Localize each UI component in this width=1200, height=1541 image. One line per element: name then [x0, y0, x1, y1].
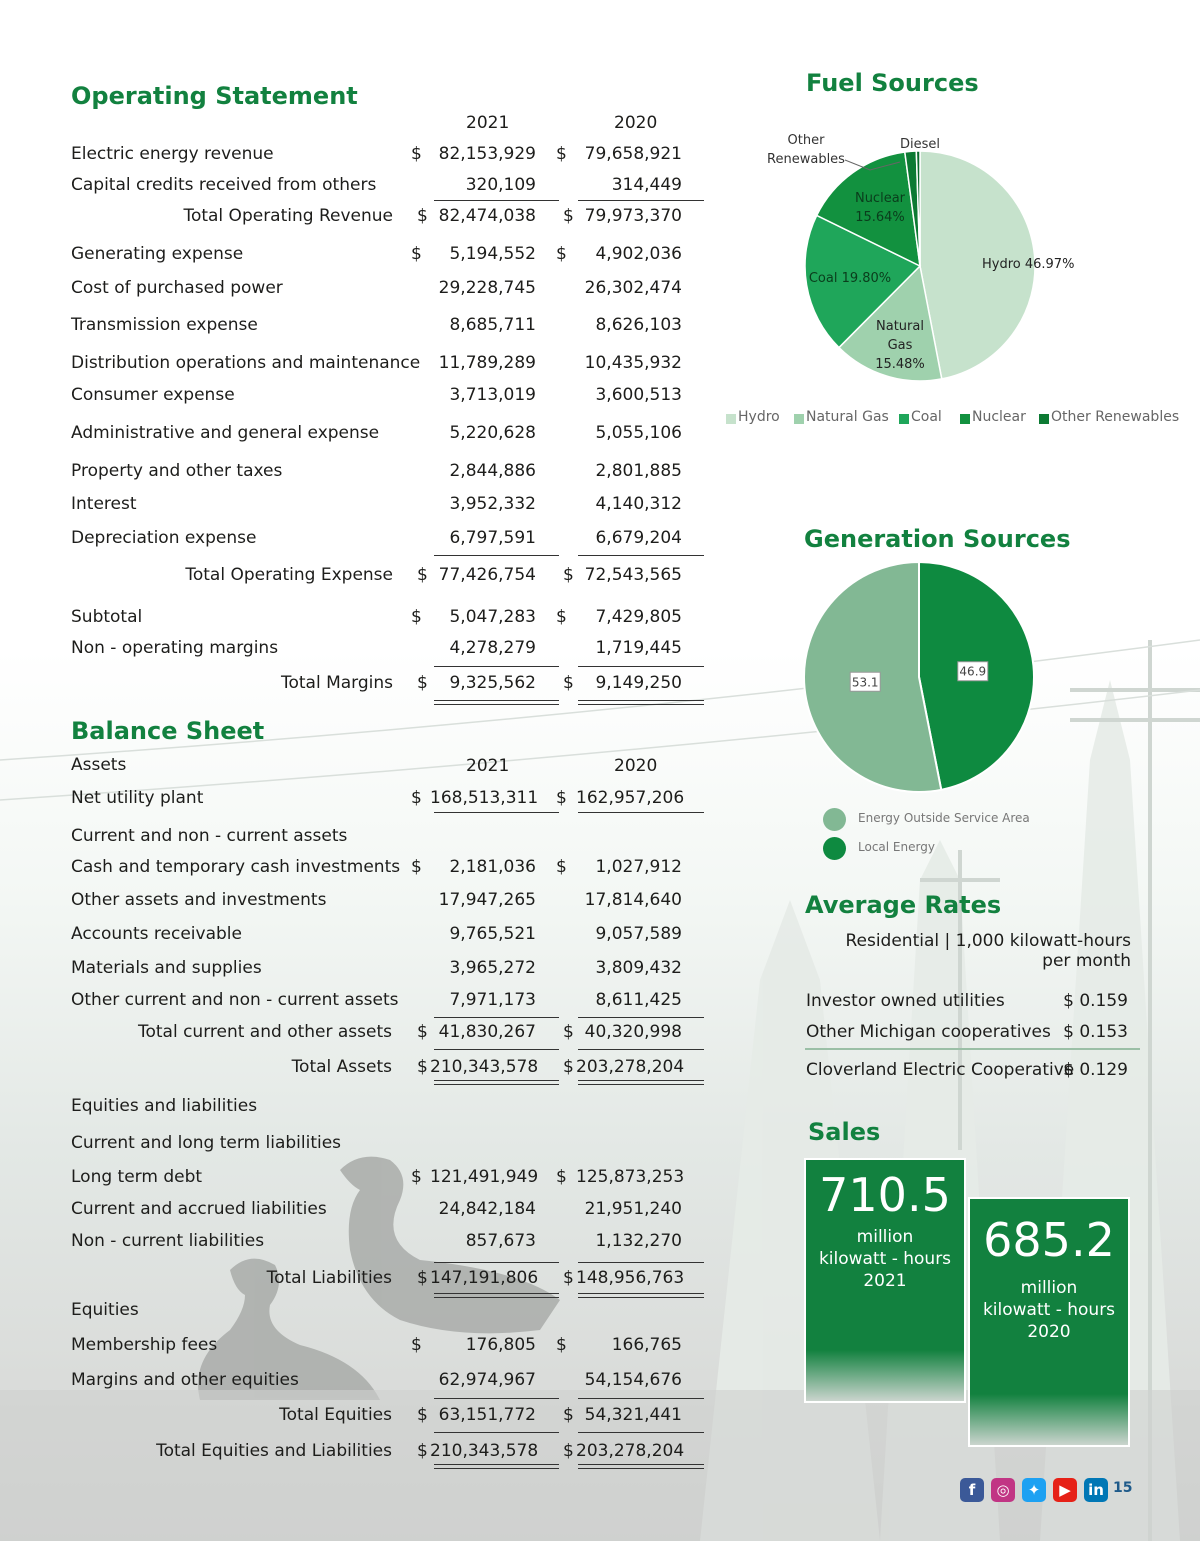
rule-line: [578, 812, 704, 813]
dollar-sign-2020: $: [563, 565, 574, 585]
dollar-sign-2020: $: [556, 857, 567, 877]
dollar-sign-2021: $: [417, 206, 428, 226]
value-2021: 63,151,772: [438, 1405, 536, 1425]
legend-label: Other Renewables: [1051, 409, 1180, 425]
value-2020: 4,902,036: [595, 244, 682, 264]
dollar-sign-2021: $: [417, 673, 428, 693]
value-2020: 9,057,589: [595, 924, 682, 944]
value-2020: 79,973,370: [584, 206, 682, 226]
row-label: Equities and liabilities: [71, 1096, 258, 1116]
dollar-sign-2021: $: [417, 1268, 428, 1288]
value-2021: 8,685,711: [449, 315, 536, 335]
row-label: Transmission expense: [71, 315, 258, 335]
operating-statement-title: Operating Statement: [71, 82, 358, 110]
bs-col-2020: 2020: [614, 756, 658, 776]
rule-line: [434, 1297, 559, 1298]
gen-legend-dot: [823, 808, 846, 831]
rule-line: [578, 1464, 704, 1465]
value-2020: 203,278,204: [576, 1441, 685, 1461]
rule-line: [578, 1468, 704, 1469]
value-2020: 40,320,998: [584, 1022, 682, 1042]
row-label: Distribution operations and maintenance: [71, 353, 421, 373]
dollar-sign-2021: $: [411, 607, 422, 627]
sales-unit-2020: million: [1020, 1278, 1078, 1298]
value-2021: 62,974,967: [438, 1370, 536, 1390]
fuel-slice-label: Coal 19.80%: [808, 271, 892, 286]
value-2021: 7,971,173: [449, 990, 536, 1010]
value-2021: 3,952,332: [449, 494, 536, 514]
rule-line: [578, 1262, 704, 1263]
row-label: Cash and temporary cash investments: [71, 857, 401, 877]
row-label: Current and non - current assets: [71, 826, 348, 846]
dollar-sign-2020: $: [563, 1057, 574, 1077]
row-label: Total Equities: [279, 1405, 392, 1425]
row-label: Total Assets: [291, 1057, 392, 1077]
sales-box-2021: [804, 1158, 966, 1403]
row-label: Total current and other assets: [137, 1022, 392, 1042]
row-label: Total Operating Revenue: [183, 206, 393, 226]
fuel-slice-label: Nuclear 15.64%: [854, 191, 906, 225]
dollar-sign-2021: $: [411, 788, 422, 808]
legend-swatch: [794, 414, 804, 424]
twitter-icon[interactable]: ✦: [1022, 1478, 1046, 1502]
value-2021: 210,343,578: [430, 1057, 539, 1077]
callout-other-renewables: Other Renewables: [767, 133, 845, 167]
dollar-sign-2020: $: [556, 144, 567, 164]
value-2021: 320,109: [465, 175, 536, 195]
row-label: Other current and non - current assets: [71, 990, 399, 1010]
value-2021: 77,426,754: [438, 565, 536, 585]
dollar-sign-2020: $: [556, 1167, 567, 1187]
row-label: Electric energy revenue: [71, 144, 274, 164]
rule-line: [434, 666, 559, 667]
dollar-sign-2020: $: [563, 1022, 574, 1042]
callout-diesel: Diesel: [899, 137, 941, 152]
value-2020: 79,658,921: [584, 144, 682, 164]
rate-value-michigan: $ 0.153: [1063, 1022, 1128, 1042]
rule-line: [434, 1464, 559, 1465]
value-2020: 203,278,204: [576, 1057, 685, 1077]
value-2020: 17,814,640: [584, 890, 682, 910]
dollar-sign-2020: $: [563, 206, 574, 226]
row-label: Equities: [71, 1300, 139, 1320]
value-2021: 24,842,184: [438, 1199, 536, 1219]
row-label: Long term debt: [71, 1167, 203, 1187]
dollar-sign-2020: $: [556, 244, 567, 264]
dollar-sign-2020: $: [563, 1268, 574, 1288]
rule-line: [578, 555, 704, 556]
value-2021: 857,673: [465, 1231, 536, 1251]
instagram-icon[interactable]: ◎: [991, 1478, 1015, 1502]
row-label: Net utility plant: [71, 788, 204, 808]
value-2020: 4,140,312: [595, 494, 682, 514]
rule-line: [578, 1293, 704, 1294]
value-2021: 168,513,311: [430, 788, 539, 808]
legend-label: Coal: [911, 409, 942, 425]
op-col-2021: 2021: [466, 113, 510, 133]
row-label: Property and other taxes: [71, 461, 283, 481]
row-label: Accounts receivable: [71, 924, 242, 944]
rule-line: [434, 704, 559, 705]
linkedin-icon[interactable]: in: [1084, 1478, 1108, 1502]
legend-swatch: [899, 414, 909, 424]
legend-swatch: [1039, 414, 1049, 424]
rule-line: [578, 1049, 704, 1050]
rule-line: [578, 704, 704, 705]
op-col-2020: 2020: [614, 113, 658, 133]
value-2020: 6,679,204: [595, 528, 682, 548]
legend-swatch: [726, 414, 736, 424]
rate-label-cloverland: Cloverland Electric Cooperative: [806, 1060, 1075, 1080]
rule-line: [434, 200, 559, 201]
row-label: Current and accrued liabilities: [71, 1199, 327, 1219]
rule-line: [578, 1432, 704, 1433]
row-label: Depreciation expense: [71, 528, 257, 548]
value-2021: 3,713,019: [449, 385, 536, 405]
value-2020: 72,543,565: [584, 565, 682, 585]
rule-line: [434, 1432, 559, 1433]
rule-line: [578, 1080, 704, 1081]
value-2020: 21,951,240: [584, 1199, 682, 1219]
value-2021: 41,830,267: [438, 1022, 536, 1042]
rate-value-cloverland: $ 0.129: [1063, 1060, 1128, 1080]
value-2020: 162,957,206: [576, 788, 685, 808]
sales-unit-2021: million: [856, 1227, 914, 1247]
value-2020: 9,149,250: [595, 673, 682, 693]
value-2020: 1,027,912: [595, 857, 682, 877]
value-2020: 125,873,253: [576, 1167, 685, 1187]
value-2020: 10,435,932: [584, 353, 682, 373]
rates-divider: [805, 1048, 1140, 1050]
value-2021: 176,805: [465, 1335, 536, 1355]
value-2021: 2,844,886: [449, 461, 536, 481]
row-label: Total Margins: [280, 673, 393, 693]
rule-line: [578, 666, 704, 667]
dollar-sign-2021: $: [417, 565, 428, 585]
dollar-sign-2020: $: [556, 1335, 567, 1355]
fuel-sources-pie-chart: [720, 120, 1200, 430]
value-2021: 6,797,591: [449, 528, 536, 548]
dollar-sign-2021: $: [411, 1335, 422, 1355]
gen-slice-label: 53.1: [851, 675, 879, 690]
legend-swatch: [960, 414, 970, 424]
dollar-sign-2021: $: [411, 857, 422, 877]
row-label: Materials and supplies: [71, 958, 262, 978]
rule-line: [434, 1293, 559, 1294]
row-label: Total Operating Expense: [185, 565, 393, 585]
value-2021: 5,047,283: [449, 607, 536, 627]
dollar-sign-2020: $: [556, 607, 567, 627]
value-2020: 54,154,676: [584, 1370, 682, 1390]
legend-label: Natural Gas: [806, 409, 889, 425]
row-label: Non - operating margins: [71, 638, 279, 658]
rule-line: [578, 1017, 704, 1018]
rule-line: [434, 700, 559, 701]
rule-line: [578, 1297, 704, 1298]
rule-line: [434, 1468, 559, 1469]
facebook-icon[interactable]: f: [960, 1478, 984, 1502]
value-2020: 8,626,103: [595, 315, 682, 335]
value-2021: 82,153,929: [438, 144, 536, 164]
value-2021: 210,343,578: [430, 1441, 539, 1461]
fuel-slice-label: Natural Gas 15.48%: [875, 319, 925, 372]
value-2020: 3,809,432: [595, 958, 682, 978]
average-rates-subtitle-1: Residential | 1,000 kilowatt-hours: [845, 931, 1131, 951]
row-label: Total Liabilities: [266, 1268, 392, 1288]
average-rates-title: Average Rates: [805, 891, 1002, 919]
value-2021: 2,181,036: [449, 857, 536, 877]
dollar-sign-2020: $: [563, 1405, 574, 1425]
value-2021: 9,765,521: [449, 924, 536, 944]
dollar-sign-2021: $: [411, 144, 422, 164]
rule-line: [578, 1398, 704, 1399]
rule-line: [434, 555, 559, 556]
value-2021: 17,947,265: [438, 890, 536, 910]
value-2020: 148,956,763: [576, 1268, 685, 1288]
bs-col-2021: 2021: [466, 756, 510, 776]
rate-label-michigan: Other Michigan cooperatives: [806, 1022, 1051, 1042]
gen-slice-label: 46.9: [959, 664, 987, 679]
row-label: Current and long term liabilities: [71, 1133, 342, 1153]
rate-label-investor: Investor owned utilities: [806, 991, 1005, 1011]
rule-line: [434, 1017, 559, 1018]
fuel-slice-label: Hydro 46.97%: [982, 257, 1075, 272]
legend-label: Hydro: [738, 409, 780, 425]
value-2020: 314,449: [611, 175, 682, 195]
value-2021: 11,789,289: [438, 353, 536, 373]
sales-title: Sales: [808, 1118, 881, 1146]
dollar-sign-2020: $: [556, 788, 567, 808]
rule-line: [434, 1398, 559, 1399]
value-2021: 4,278,279: [449, 638, 536, 658]
gen-legend-label: Local Energy: [858, 840, 935, 854]
value-2020: 1,132,270: [595, 1231, 682, 1251]
generation-sources-pie-chart: [790, 560, 1050, 810]
rule-line: [578, 1084, 704, 1085]
sales-box-2020: [968, 1197, 1130, 1447]
row-label: Other assets and investments: [71, 890, 327, 910]
dollar-sign-2021: $: [411, 244, 422, 264]
value-2020: 54,321,441: [584, 1405, 682, 1425]
row-label: Generating expense: [71, 244, 244, 264]
value-2021: 29,228,745: [438, 278, 536, 298]
value-2020: 7,429,805: [595, 607, 682, 627]
youtube-icon[interactable]: ▶: [1053, 1478, 1077, 1502]
dollar-sign-2020: $: [563, 673, 574, 693]
value-2021: 147,191,806: [430, 1268, 539, 1288]
value-2021: 3,965,272: [449, 958, 536, 978]
value-2020: 2,801,885: [595, 461, 682, 481]
gen-legend-dot: [823, 837, 846, 860]
value-2021: 9,325,562: [449, 673, 536, 693]
sales-year-2020: 2020: [1027, 1322, 1071, 1342]
row-label: Assets: [71, 755, 127, 775]
value-2020: 1,719,445: [595, 638, 682, 658]
fuel-sources-title: Fuel Sources: [806, 69, 979, 97]
value-2020: 8,611,425: [595, 990, 682, 1010]
row-label: Subtotal: [71, 607, 143, 627]
dollar-sign-2021: $: [417, 1441, 428, 1461]
row-label: Cost of purchased power: [71, 278, 283, 298]
row-label: Capital credits received from others: [71, 175, 377, 195]
value-2021: 82,474,038: [438, 206, 536, 226]
page-number: 15: [1113, 1480, 1133, 1496]
row-label: Total Equities and Liabilities: [156, 1441, 392, 1461]
value-2021: 5,220,628: [449, 423, 536, 443]
value-2021: 121,491,949: [430, 1167, 539, 1187]
row-label: Consumer expense: [71, 385, 235, 405]
row-label: Membership fees: [71, 1335, 218, 1355]
value-2020: 3,600,513: [595, 385, 682, 405]
sales-value-2020: 685.2: [983, 1213, 1115, 1267]
row-label: Margins and other equities: [71, 1370, 299, 1390]
sales-year-2021: 2021: [863, 1271, 907, 1291]
value-2021: 5,194,552: [449, 244, 536, 264]
dollar-sign-2021: $: [417, 1022, 428, 1042]
rule-line: [434, 1049, 559, 1050]
dollar-sign-2021: $: [417, 1057, 428, 1077]
sales-unit2-2021: kilowatt - hours: [818, 1249, 952, 1269]
sales-value-2021: 710.5: [819, 1168, 951, 1222]
dollar-sign-2021: $: [417, 1405, 428, 1425]
sales-unit2-2020: kilowatt - hours: [982, 1300, 1116, 1320]
generation-sources-title: Generation Sources: [804, 525, 1071, 553]
rule-line: [434, 1262, 559, 1263]
rule-line: [434, 812, 559, 813]
dollar-sign-2021: $: [411, 1167, 422, 1187]
rule-line: [434, 1084, 559, 1085]
value-2020: 26,302,474: [584, 278, 682, 298]
value-2020: 166,765: [611, 1335, 682, 1355]
value-2020: 5,055,106: [595, 423, 682, 443]
rule-line: [434, 1080, 559, 1081]
legend-label: Nuclear: [972, 409, 1026, 425]
dollar-sign-2020: $: [563, 1441, 574, 1461]
rate-value-investor: $ 0.159: [1063, 991, 1128, 1011]
row-label: Interest: [71, 494, 137, 514]
gen-legend-label: Energy Outside Service Area: [858, 811, 1030, 825]
row-label: Administrative and general expense: [71, 423, 380, 443]
balance-sheet-title: Balance Sheet: [71, 717, 265, 745]
rule-line: [578, 200, 704, 201]
rule-line: [578, 700, 704, 701]
average-rates-subtitle-2: per month: [1042, 951, 1131, 971]
row-label: Non - current liabilities: [71, 1231, 265, 1251]
